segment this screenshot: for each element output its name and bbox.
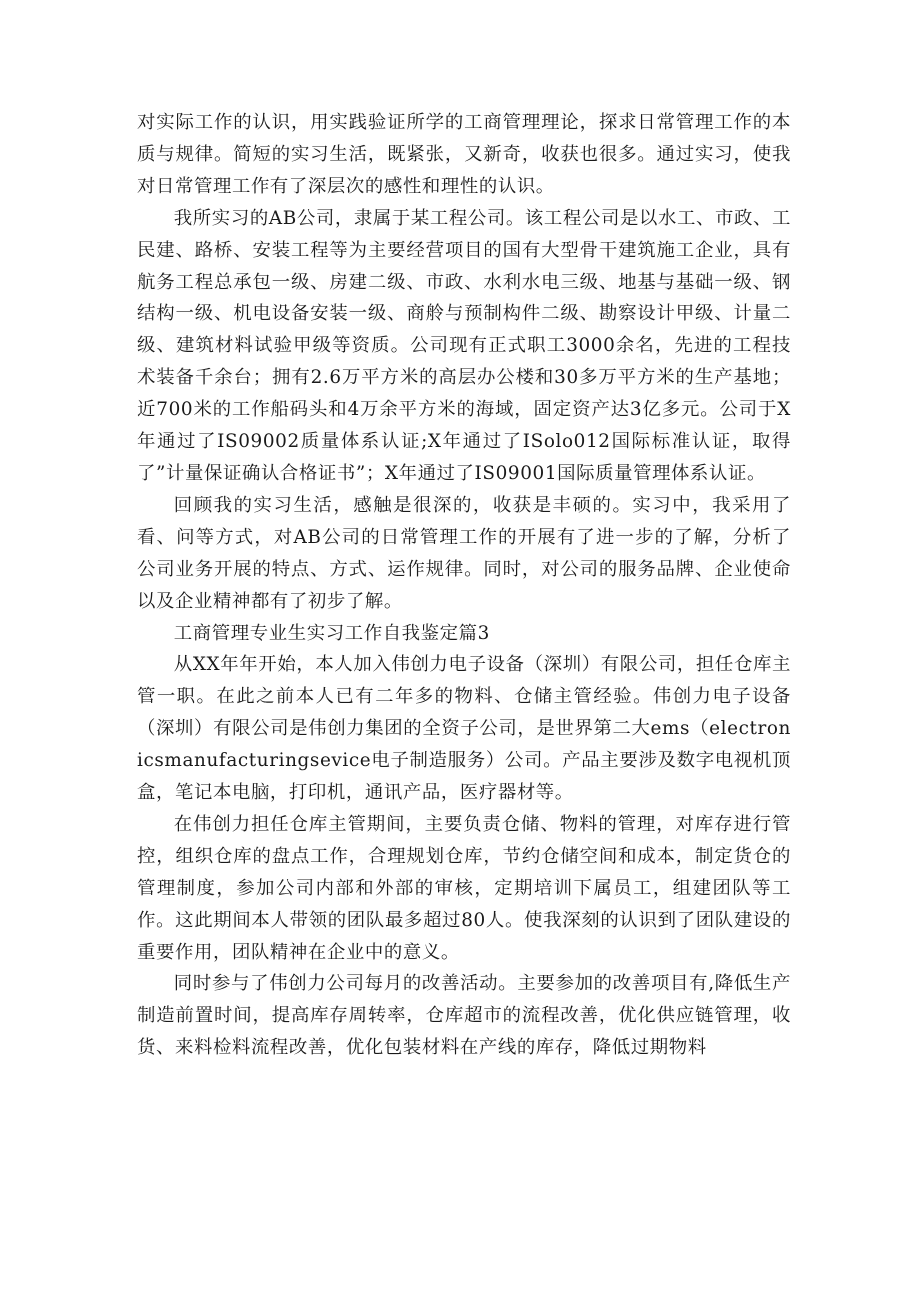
section-heading: 工商管理专业生实习工作自我鉴定篇3 [173,622,490,644]
paragraph-2: 我所实习的AB公司，隶属于某工程公司。该工程公司是以水工、市政、工民建、路桥、安装工程等为主要经营项目的国有大型骨干建筑施工企业，具有航务工程总承包一级、房建二级、市政、水利水电三级、地基与基础一级、钢结构一级、机电设备安装一级、商舲与预制构件二级、勘察设计甲级、计量二级、建筑材料试验甲级等资质。公司现有正式职工3000余名，先进的工程技术装备千余台；拥有2.6万平方米的高层办公楼和30多万平方米的生产基地；近700米的工作船码头和4万余平方米的海域，固定资产达3亿多元。公司于X年通过了IS09002质量体系认证;X年通过了ISolo012国际标准认证，取得了”计量保证确认合格证书”；X年通过了IS09001国际质量管理体系认证。 [137,207,791,484]
paragraph-6: 同时参与了伟创力公司每月的改善活动。主要参加的改善项目有,降低生产制造前置时间，提高库存周转率，仓库超市的流程改善，优化供应链管理，收货、来料检料流程改善，优化包装材料在产线的库存，降低过期物料 [137,973,791,1059]
paragraph-3: 回顾我的实习生活，感触是很深的，收获是丰硕的。实习中，我采用了看、问等方式，对AB公司的日常管理工作的开展有了进一步的了解，分析了公司业务开展的特点、方式、运作规律。同时，对公司的服务品牌、企业使命以及企业精神都有了初步了解。 [137,494,791,612]
document-body [137,107,791,1064]
paragraph-5: 在伟创力担任仓库主管期间，主要负责仓储、物料的管理，对库存进行管控，组织仓库的盘点工作，合理规划仓库，节约仓储空间和成本，制定货仓的管理制度，参加公司内部和外部的审核，定期培训下属员工，组建团队等工作。这此期间本人带领的团队最多超过80人。使我深刻的认识到了团队建设的重要作用，团队精神在企业中的意义。 [137,813,791,963]
paragraph-4: 从XX年年开始，本人加入伟创力电子设备（深圳）有限公司，担任仓库主管一职。在此之前本人已有二年多的物料、仓储主管经验。伟创力电子设备（深圳）有限公司是伟创力集团的全资子公司，是世界第二大ems（electronicsmanufacturingsevice电子制造服务）公司。产品主要涉及数字电视机顶盒，笔记本电脑，打印机，通讯产品，医疗器材等。 [137,654,791,804]
paragraph-1: 对实际工作的认识，用实践验证所学的工商管理理论，探求日常管理工作的本质与规律。简短的实习生活，既紧张，又新奇，收获也很多。通过实习，使我对日常管理工作有了深层次的感性和理性的认识。 [137,112,791,197]
